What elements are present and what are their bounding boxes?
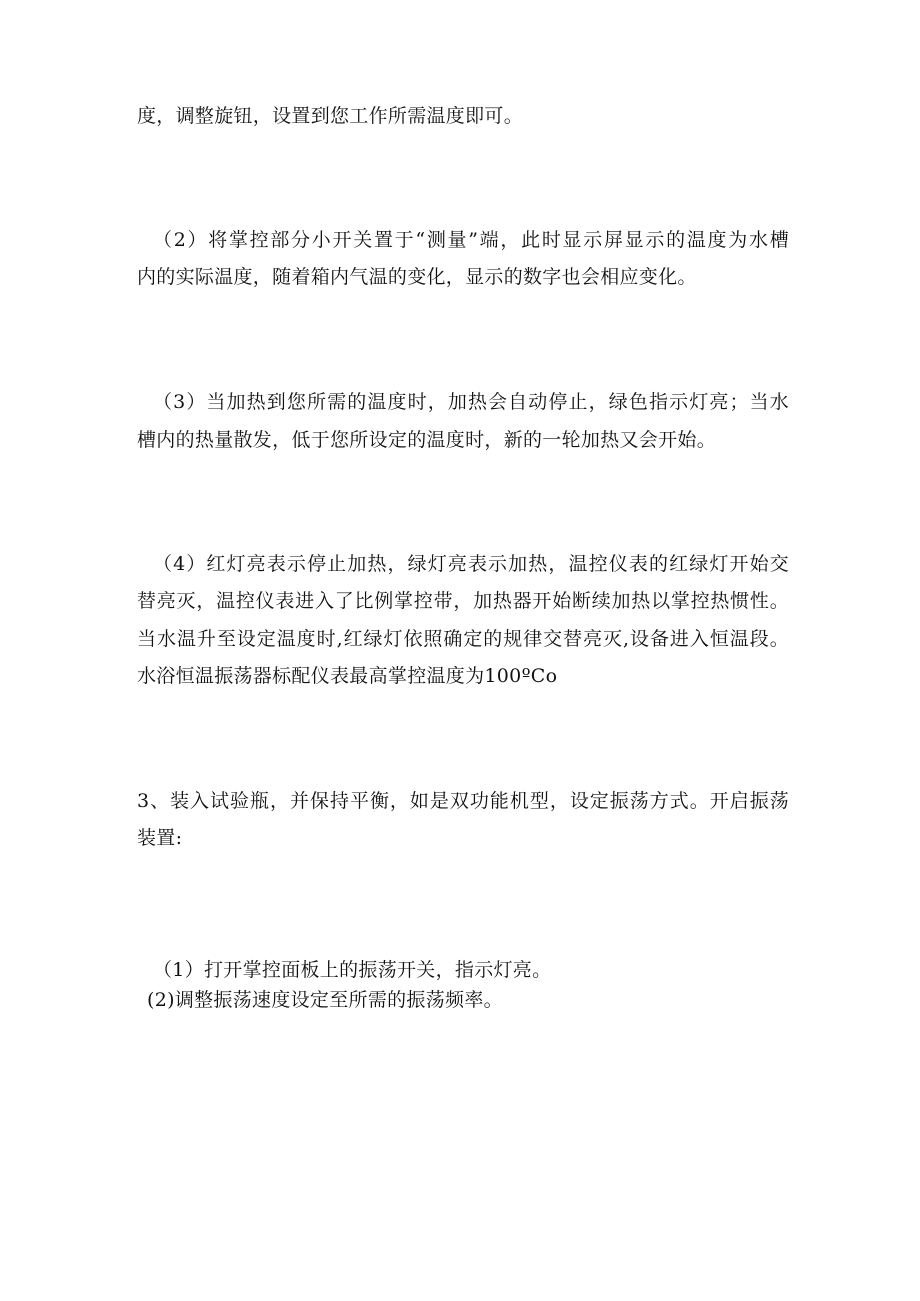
text-line: 3、装入试验瓶，并保持平衡，如是双功能机型，设定振荡方式。开启振荡 [137, 790, 789, 812]
text-line: 当水温升至设定温度时,红绿灯依照确定的规律交替亮灭,设备进入恒温段。 [137, 628, 789, 650]
text-line: 装置: [137, 827, 183, 849]
text-line: （1）打开掌控面板上的振荡开关，指示灯亮。 [153, 959, 552, 981]
text-line: （3）当加热到您所需的温度时，加热会自动停止，绿色指示灯亮；当水 [153, 391, 789, 413]
text-line: （2）将掌控部分小开关置于“测量”端，此时显示屏显示的温度为水槽 [153, 229, 789, 251]
text-line: 度，调整旋钮，设置到您工作所需温度即可。 [137, 105, 524, 127]
text-line: （4）红灯亮表示停止加热，绿灯亮表示加热，温控仪表的红绿灯开始交 [153, 553, 789, 575]
text-line: 水浴恒温振荡器标配仪表最高掌控温度为100ºCo [137, 665, 558, 687]
text-line: 槽内的热量散发，低于您所设定的温度时，新的一轮加热又会开始。 [137, 429, 717, 451]
text-line: 替亮灭，温控仪表进入了比例掌控带，加热器开始断续加热以掌控热惯性。 [137, 590, 789, 612]
text-line: (2)调整振荡速度设定至所需的振荡频率。 [147, 989, 503, 1011]
text-line: 内的实际温度，随着箱内气温的变化，显示的数字也会相应变化。 [137, 266, 697, 288]
